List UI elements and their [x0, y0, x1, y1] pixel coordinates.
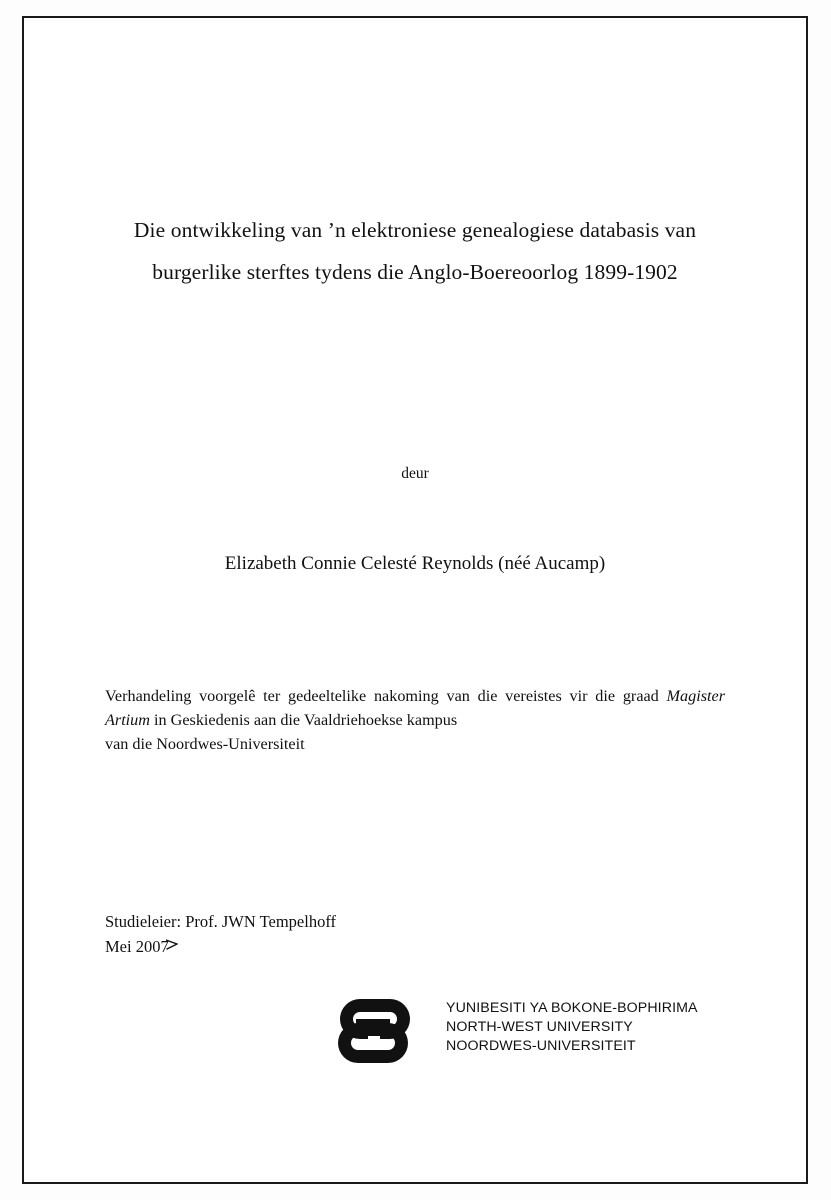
title-line-1: Die ontwikkeling van ’n elektroniese genealogiese databasis van [133, 218, 697, 242]
statement-part-3: van die Noordwes-Universiteit [105, 734, 305, 753]
supervisor-block [105, 910, 725, 960]
title-line-2: burgerlike sterftes tydens die Anglo-Boereoorlog 1899-1902 [152, 259, 678, 284]
date-line-wrapper [105, 935, 169, 960]
title-page-content [80, 40, 750, 1160]
logo-text-line-2: NORTH-WEST UNIVERSITY [446, 1019, 633, 1036]
logo-text [446, 999, 698, 1056]
pen-mark-icon [166, 939, 178, 951]
logo-text-line-3: NOORDWES-UNIVERSITEIT [446, 1038, 636, 1055]
degree-name: Magister Artium [105, 687, 725, 729]
logo-text-line-1: YUNIBESITI YA BOKONE-BOPHIRIMA [446, 1000, 698, 1016]
university-logo [248, 995, 698, 1067]
statement-part-2: in Geskiedenis aan die Vaaldriehoekse kampus [149, 710, 458, 729]
page-title [80, 210, 750, 294]
author-name: Elizabeth Connie Celesté Reynolds (néé Aucamp) [224, 553, 606, 574]
statement-part-1: Verhandeling voorgelê ter gedeeltelike nakoming van die vereistes vir die graad [105, 687, 667, 705]
degree-statement [105, 685, 725, 757]
nwu-logo-icon [328, 997, 438, 1065]
date-line: Mei 2007 [105, 936, 169, 956]
by-label: deur [401, 465, 429, 482]
supervisor-line: Studieleier: Prof. JWN Tempelhoff [105, 912, 337, 931]
